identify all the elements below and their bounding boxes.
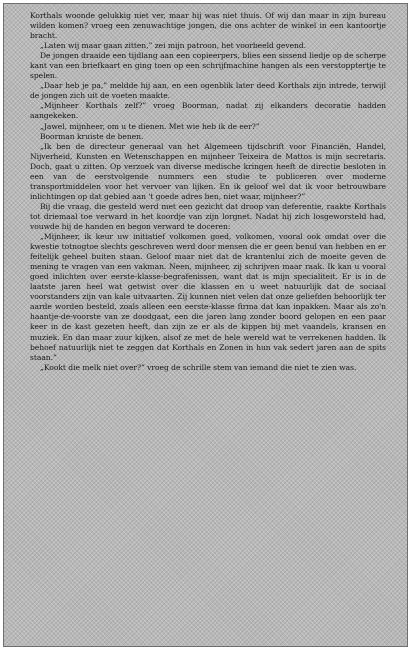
paragraph: Boorman kruiste de benen.	[40, 131, 144, 141]
paragraph: „Daar heb je pa,” meldde hij aan, en een ogenblik later deed Korthals zijn intrede, terwijl de jongen zich uit de voeten maakte.	[30, 81, 386, 101]
body-text	[30, 11, 386, 373]
paragraph: „Laten wij maar gaan zitten,” zei mijn patroon, het voorbeeld gevend.	[40, 41, 307, 51]
scanned-page	[3, 3, 408, 647]
paragraph: Korthals woonde gelukkig niet ver, maar hij was niet thuis. Of wij dan maar in zijn bureau wilden komen? vroeg een zenuwachtige jongen, die ons achter de winkel in een kantoortje bracht.	[30, 11, 386, 41]
paragraph: „Kookt die melk niet over?” vroeg de schrille stem van iemand die niet te zien was.	[40, 362, 357, 372]
paragraph: „Ik ben de directeur generaal van het Algemeen tijdschrift voor Financiën, Handel, Nijverheid, Kunsten en Wetenschappen en mijnheer Teixeira de Mattos is mijn secretaris. Doch, gaat u zitten. Op verzoek van diverse medische kringen heeft de directie besloten in een van de eerstvolgende nummers een studie te publiceren over moderne transportmiddelen voor het vervoer van lijken. En ik geloof wel dat ik voor betrouwbare inlichtingen op dat gebied aan 't goede adres ben, niet waar, mijnheer?”	[30, 141, 386, 201]
paragraph: „Mijnheer, ik keur uw initiatief volkomen goed, volkomen, vooral ook omdat over die kwestie totnogtoe slechts geschreven werd door mensen die er geen benul van hebben en er feitelijk geheel buiten staan. Geloof maar niet dat de krantenlui zich de moeite geven de mening te vragen van een vakman. Neen, mijnheer, zij schrijven maar raak. Ik kan u vooral goed inlichten over eerste-klasse-begrafenissen, want dat is mijn specialiteit. Er is in de laatste jaren heel wat getwist over die klassen en u weet natuurlijk dat de sociaal voorstanders zijn van kale uitvaarten. Zij kunnen niet velen dat onze geliefden behoorlijk ter aarde worden besteld, zoals alleen een eerste-klasse firma dat kan inpakken. Maar als zo'n haantje-de-voorste van ze doodgaat, een die jaren lang zonder boord gelopen en een paar keer in de kast gezeten heeft, dan zijn ze er als de kippen bij met vaandels, kransen en muziek. En dan maar zuur kijken, alsof ze met de hele wereld wat te verrekenen hadden. Ik behoef natuurlijk niet te zeggen dat Korthals en Zonen in hun vak sedert jaren aan de spits staan.”	[30, 232, 386, 362]
paragraph: „Jawel, mijnheer, om u te dienen. Met wie heb ik de eer?”	[40, 121, 260, 131]
paragraph: „Mijnheer Korthals zelf?” vroeg Boorman, nadat zij elkanders decoratie hadden aangekeken.	[30, 101, 386, 121]
paragraph: Bij die vraag, die gesteld werd met een gezicht dat droop van deferentie, raakte Korthals tot driemaal toe verward in het koordje van zijn lorgnet. Nadat hij zich losgeworsteld had, vouwde hij de handen en begon verward te doceren:	[30, 201, 386, 231]
paragraph: De jongen draaide een tijdlang aan een copieerpers, blies een sissend liedje op de scherpe kant van een briefkaart en ging toen op een schrijfmachine hangen als een verstopptertje te spelen.	[30, 51, 386, 81]
